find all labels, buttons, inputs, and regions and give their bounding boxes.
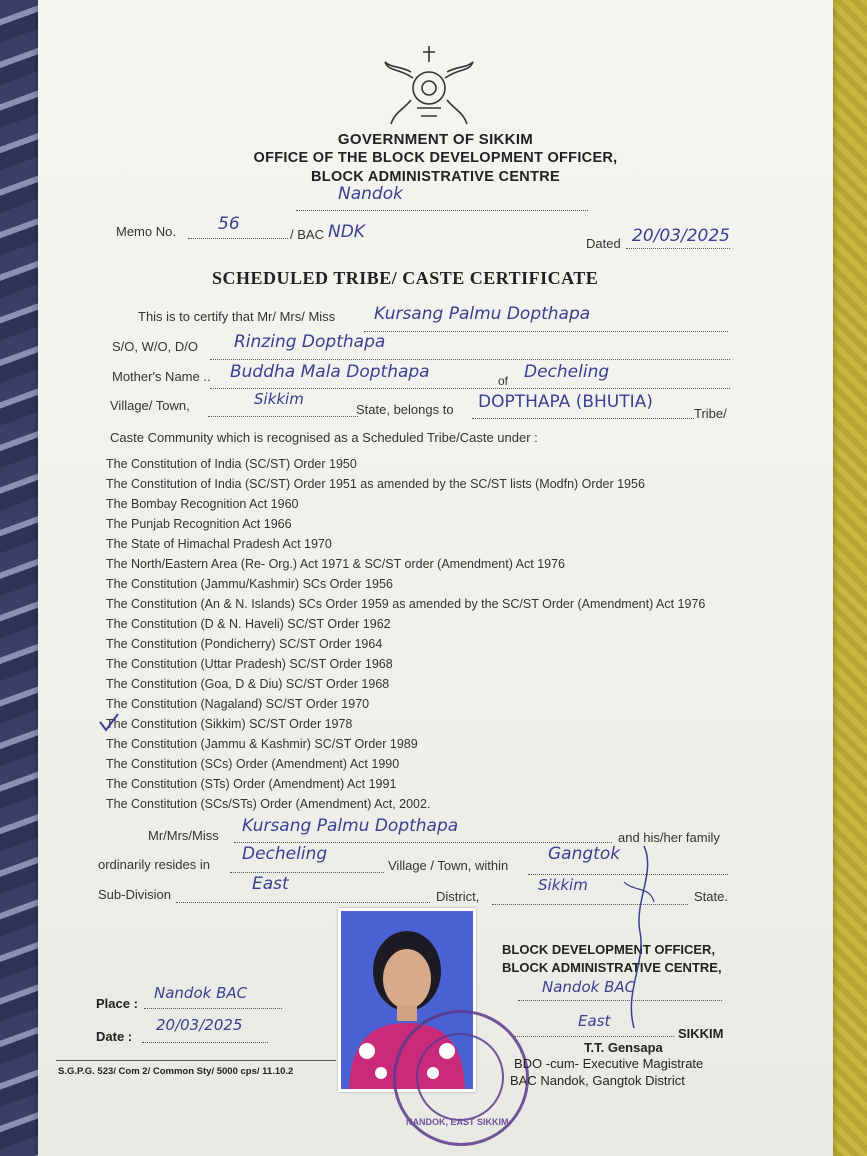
candidate-name: Kursang Palmu Dopthapa xyxy=(374,304,591,324)
official-seal xyxy=(393,1010,529,1146)
orders-list xyxy=(106,454,705,814)
order-item: The Constitution (An & N. Islands) SCs Order 1959 as amended by the SC/ST Order (Amendment) Act 1976 xyxy=(106,597,706,611)
order-item: The Constitution (Goa, D & Diu) SC/ST Order 1968 xyxy=(106,677,390,691)
memo-suffix-hand: NDK xyxy=(328,222,365,242)
memo-label: Memo No. xyxy=(116,224,176,239)
office-heading: OFFICE OF THE BLOCK DEVELOPMENT OFFICER, xyxy=(253,150,618,166)
seal-text: NANDOK, EAST SIKKIM xyxy=(406,1117,509,1127)
order-item-selected: The Constitution (Sikkim) SC/ST Order 1978 xyxy=(106,717,353,731)
caste-community-line: Caste Community which is recognised as a Scheduled Tribe/Caste under : xyxy=(110,430,538,445)
memo-suffix: / BAC xyxy=(290,227,324,242)
order-item: The Constitution (SCs/STs) Order (Amendment) Act, 2002. xyxy=(106,797,431,811)
officer-designation: BDO -cum- Executive Magistrate xyxy=(514,1056,704,1071)
officer-location: BAC Nandok, Gangtok District xyxy=(510,1073,685,1088)
footer-print-code: S.G.P.G. 523/ Com 2/ Common Sty/ 5000 cps/ 11.10.2 xyxy=(58,1066,294,1077)
tribe-label: Tribe/ xyxy=(694,406,727,421)
certificate-title: SCHEDULED TRIBE/ CASTE CERTIFICATE xyxy=(212,268,599,288)
state-label: State. xyxy=(694,889,728,904)
subdivision-label: Sub-Division xyxy=(98,887,171,902)
family-label: and his/her family xyxy=(618,830,720,845)
order-item: The Constitution (Jammu/Kashmir) SCs Order 1956 xyxy=(106,577,393,591)
order-item: The North/Eastern Area (Re- Org.) Act 1971 & SC/ST order (Amendment) Act 1976 xyxy=(106,557,566,571)
order-item: The Constitution (SCs) Order (Amendment) Act 1990 xyxy=(106,757,400,771)
state-emblem-icon xyxy=(381,38,477,130)
dated-value: 20/03/2025 xyxy=(632,226,730,246)
order-item: The State of Himachal Pradesh Act 1970 xyxy=(106,537,332,551)
residence-mr-label: Mr/Mrs/Miss xyxy=(148,828,219,843)
district-value: Sikkim xyxy=(538,876,588,894)
state-belongs-label: State, belongs to xyxy=(356,402,454,417)
tribe-value: DOPTHAPA (BHUTIA) xyxy=(478,392,653,412)
district-label: District, xyxy=(436,889,480,904)
subdivision-line xyxy=(176,886,430,903)
footer-rule xyxy=(56,1060,336,1061)
signature-icon xyxy=(594,842,664,1032)
order-item: The Punjab Recognition Act 1966 xyxy=(106,517,292,531)
mother-name: Buddha Mala Dopthapa xyxy=(230,362,430,382)
date-label: Date : xyxy=(96,1029,133,1044)
govt-heading: GOVERNMENT OF SIKKIM xyxy=(337,131,534,148)
background-cloth xyxy=(827,0,867,1156)
mother-label: Mother's Name .. xyxy=(112,369,211,384)
order-item: The Constitution (Jammu & Kashmir) SC/ST Order 1989 xyxy=(106,737,418,751)
officer-centre-hand: Nandok BAC xyxy=(542,978,636,996)
officer-title: BLOCK DEVELOPMENT OFFICER, xyxy=(502,942,716,957)
order-item: The Constitution of India (SC/ST) Order 1950 xyxy=(106,457,357,471)
order-item: The Constitution (STs) Order (Amendment) Act 1991 xyxy=(106,777,397,791)
of-value: Decheling xyxy=(524,362,610,382)
memo-number: 56 xyxy=(218,214,240,234)
order-item: The Constitution (Pondicherry) SC/ST Order 1964 xyxy=(106,637,383,651)
resides-label: ordinarily resides in xyxy=(98,857,210,872)
residence-name: Kursang Palmu Dopthapa xyxy=(242,816,459,836)
order-item: The Constitution of India (SC/ST) Order 1951 as amended by the SC/ST lists (Modfn) Order 1956 xyxy=(106,477,645,491)
dated-label: Dated xyxy=(586,236,621,251)
officer-sikkim: SIKKIM xyxy=(678,1026,724,1041)
parent-name: Rinzing Dopthapa xyxy=(234,332,386,352)
officer-district-hand: East xyxy=(578,1012,611,1030)
place-value: Nandok BAC xyxy=(154,984,248,1002)
residence-village-value: Gangtok xyxy=(548,844,621,864)
centre-name: Nandok xyxy=(338,184,403,204)
tick-mark-icon xyxy=(98,712,120,732)
place-label: Place : xyxy=(96,996,138,1011)
date-value: 20/03/2025 xyxy=(156,1016,243,1034)
of-label: of xyxy=(498,374,509,388)
officer-name: T.T. Gensapa xyxy=(584,1040,663,1055)
order-item: The Constitution (D & N. Haveli) SC/ST Order 1962 xyxy=(106,617,391,631)
subdivision-value: East xyxy=(252,874,289,894)
order-item: The Constitution (Nagaland) SC/ST Order 1970 xyxy=(106,697,370,711)
village-value: Sikkim xyxy=(254,390,304,408)
village-label: Village/ Town, xyxy=(110,398,190,413)
certificate-page xyxy=(38,0,833,1156)
officer-centre: BLOCK ADMINISTRATIVE CENTRE, xyxy=(502,960,722,975)
relation-label: S/O, W/O, D/O xyxy=(112,339,198,354)
resides-value: Decheling xyxy=(242,844,328,864)
certify-label: This is to certify that Mr/ Mrs/ Miss xyxy=(138,309,336,324)
residence-village-label: Village / Town, within xyxy=(388,858,509,873)
centre-heading: BLOCK ADMINISTRATIVE CENTRE xyxy=(311,169,560,185)
order-item: The Bombay Recognition Act 1960 xyxy=(106,497,299,511)
order-item: The Constitution (Uttar Pradesh) SC/ST Order 1968 xyxy=(106,657,393,671)
